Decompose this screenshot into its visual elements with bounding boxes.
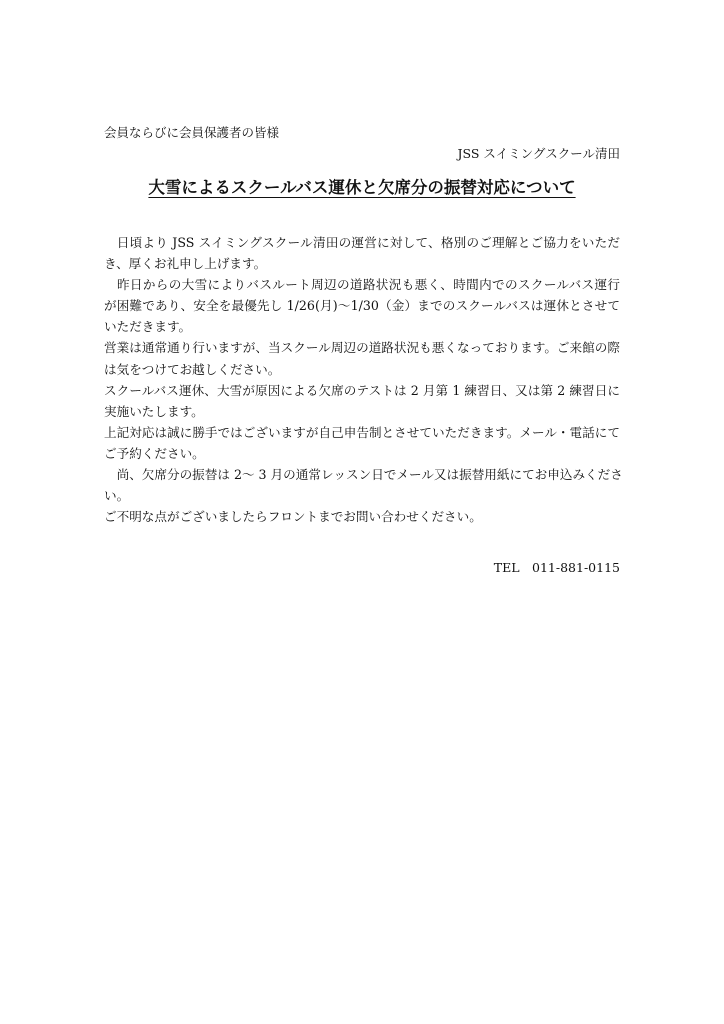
body-line: い。 bbox=[104, 488, 130, 504]
contact-phone: TEL 011-881-0115 bbox=[493, 560, 620, 575]
body-line: が困難であり、安全を最優先し 1/26(月)～1/30（金）までのスクールバスは運休とさせて bbox=[104, 298, 620, 314]
body-line: 営業は通常通り行いますが、当スクール周辺の道路状況も悪くなっております。ご来館の際 bbox=[104, 340, 620, 356]
body-line: ご不明な点がございましたらフロントまでお問い合わせください。 bbox=[104, 509, 482, 525]
body-line: 尚、欠席分の振替は 2～ 3 月の通常レッスン日でメール又は振替用紙にてお申込みくださ bbox=[104, 467, 623, 483]
body-line: 上記対応は誠に勝手ではございますが自己申告制とさせていただきます。メール・電話にて bbox=[104, 424, 620, 440]
sender-name: JSS スイミングスクール清田 bbox=[457, 146, 620, 161]
body-line: ご予約ください。 bbox=[104, 445, 205, 461]
body-line: き、厚くお礼申し上げます。 bbox=[104, 256, 267, 272]
document-title bbox=[0, 174, 724, 198]
body-line: 昨日からの大雪によりバスルート周辺の道路状況も悪く、時間内でのスクールバス運行 bbox=[104, 277, 620, 293]
document-body bbox=[104, 232, 623, 527]
body-line: スクールバス運休、大雪が原因による欠席のテストは 2 月第 1 練習日、又は第 2 練習日に bbox=[104, 382, 620, 398]
body-line: 日頃より JSS スイミングスクール清田の運営に対して、格別のご理解とご協力をいただ bbox=[104, 235, 620, 250]
body-line: は気をつけてお越しください。 bbox=[104, 361, 281, 377]
body-line: いただきます。 bbox=[104, 319, 192, 335]
body-line: 実施いたします。 bbox=[104, 403, 204, 419]
title-text: 大雪によるスクールバス運休と欠席分の振替対応について bbox=[148, 178, 576, 197]
salutation: 会員ならびに会員保護者の皆様 bbox=[104, 125, 280, 140]
